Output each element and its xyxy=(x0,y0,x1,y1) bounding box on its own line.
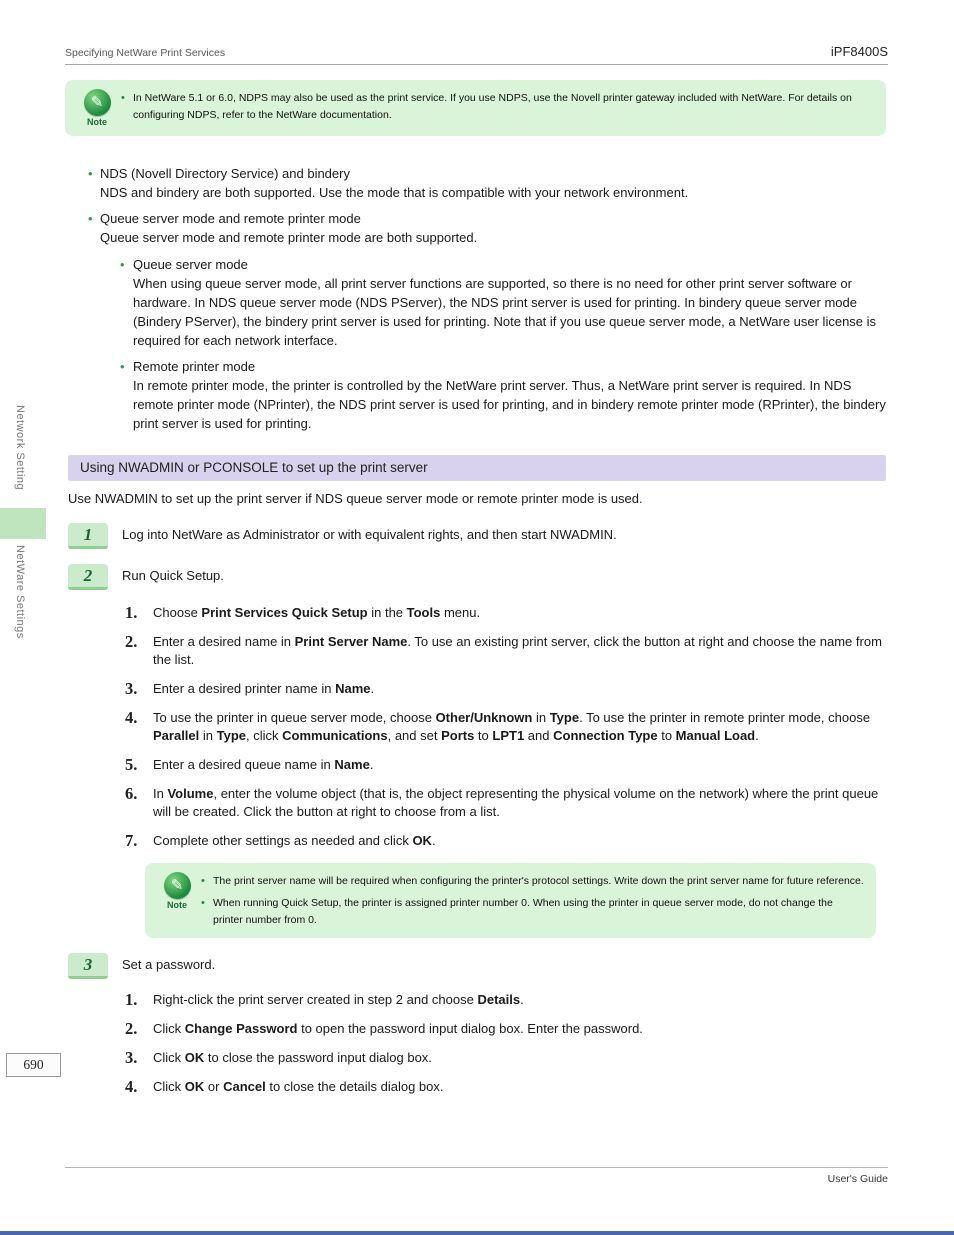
sidebar-active-tab xyxy=(0,508,46,539)
substep-2-7 xyxy=(125,832,888,850)
pencil-glyph: ✎ xyxy=(170,877,184,894)
substep-text: Enter a desired printer name in Name. xyxy=(153,681,375,696)
sidebar-chapter-label: Network Setting xyxy=(14,405,26,491)
substep-2-3 xyxy=(125,680,888,698)
note-item-list xyxy=(121,89,874,127)
substep-3-3 xyxy=(125,1049,888,1067)
step-3-number: 3 xyxy=(68,953,108,979)
substep-number: 7. xyxy=(125,831,138,850)
substep-number: 3. xyxy=(125,679,138,698)
bullet-remote-printer-mode xyxy=(120,357,888,433)
substep-number: 2. xyxy=(125,632,138,651)
content-column xyxy=(65,80,888,1107)
substep-text: Enter a desired queue name in Name. xyxy=(153,757,374,772)
footer-guide-label: User's Guide xyxy=(827,1173,888,1185)
substep-3-1 xyxy=(125,991,888,1009)
step-3-substeps xyxy=(125,991,888,1096)
header-divider xyxy=(65,64,888,65)
bullet-queue-server-mode xyxy=(120,255,888,350)
note-badge xyxy=(153,872,201,929)
substep-text: Right-click the print server created in step 2 and choose Details. xyxy=(153,992,524,1007)
substep-number: 5. xyxy=(125,755,138,774)
page-number-box xyxy=(6,1053,61,1077)
substep-text: Complete other settings as needed and click OK. xyxy=(153,833,436,848)
step-1-text: Log into NetWare as Administrator or with equivalent rights, and then start NWADMIN. xyxy=(122,527,617,542)
bullet-title: • Queue server mode and remote printer mode xyxy=(100,211,361,226)
pencil-glyph: ✎ xyxy=(90,94,104,111)
step-2-substeps xyxy=(125,604,888,850)
substep-2-5 xyxy=(125,756,888,774)
substep-text: In Volume, enter the volume object (that is, the object representing the physical volume on the network) where the print queue will be created. Click the button at right to choose from a list. xyxy=(153,786,879,819)
bullet-nds-bindery xyxy=(88,164,888,202)
substep-number: 2. xyxy=(125,1019,138,1038)
note-item-list xyxy=(201,872,864,929)
step-3-text: Set a password. xyxy=(122,957,216,972)
footer-divider xyxy=(65,1167,888,1168)
substep-2-6 xyxy=(125,785,888,821)
note-item: • The print server name will be required when configuring the printer's protocol settings. Write down the print server name for future reference. xyxy=(201,873,864,890)
substep-number: 1. xyxy=(125,603,138,622)
mode-sub-list xyxy=(120,255,888,433)
note-item: • In NetWare 5.1 or 6.0, NDPS may also be used as the print service. If you use NDPS, use the Novell printer gateway included with NetWare. For details on configuring NDPS, refer to the NetWare documentation. xyxy=(121,90,874,124)
step-2-number: 2 xyxy=(68,564,108,590)
note-badge xyxy=(73,89,121,127)
substep-text: Click Change Password to open the password input dialog box. Enter the password. xyxy=(153,1021,643,1036)
substep-2-1 xyxy=(125,604,888,622)
bullet-body: When using queue server mode, all print server functions are supported, so there is no need for other print server software or hardware. In NDS queue server mode (NDS PServer), the NDS print server is used for printing. In bindery queue server mode (Bindery PServer), the bindery print server is used for printing. Note that if you use queue server mode, a NetWare user license is required for each network interface. xyxy=(133,276,877,348)
step-3 xyxy=(68,953,888,979)
header-topic-title: Specifying NetWare Print Services xyxy=(65,47,226,59)
substep-3-2 xyxy=(125,1020,888,1038)
bullet-title: • Remote printer mode xyxy=(133,359,256,374)
page-header xyxy=(65,44,888,59)
step-1 xyxy=(68,523,888,549)
note-item: • When running Quick Setup, the printer is assigned printer number 0. When using the printer in queue server mode, do not change the printer number from 0. xyxy=(201,895,864,929)
note-label: Note xyxy=(167,900,187,910)
substep-2-4 xyxy=(125,709,888,745)
note-box-quick-setup xyxy=(145,863,876,938)
substep-number: 4. xyxy=(125,708,138,727)
substep-text: Click OK to close the password input dialog box. xyxy=(153,1050,432,1065)
substep-3-4 xyxy=(125,1078,888,1096)
note-box-top xyxy=(65,80,886,136)
page-number: 690 xyxy=(23,1057,44,1072)
substep-number: 1. xyxy=(125,990,138,1009)
substep-number: 6. xyxy=(125,784,138,803)
substep-text: To use the printer in queue server mode, choose Other/Unknown in Type. To use the printer in remote printer mode, choose Parallel in Type, click Communications, and set Ports to LPT1 and Connection Type to Manual Load. xyxy=(153,710,871,743)
bottom-accent-bar xyxy=(0,1231,954,1235)
header-model-name: iPF8400S xyxy=(830,44,888,59)
mode-bullet-list xyxy=(88,164,888,433)
bullet-body: NDS and bindery are both supported. Use the mode that is compatible with your network environment. xyxy=(100,185,689,200)
note-pencil-icon xyxy=(164,872,191,899)
sidebar-section-label: NetWare Settings xyxy=(14,545,26,639)
substep-2-2 xyxy=(125,633,888,669)
bullet-title: • Queue server mode xyxy=(133,257,248,272)
bullet-body: Queue server mode and remote printer mode are both supported. xyxy=(100,230,478,245)
substep-text: Enter a desired name in Print Server Name. To use an existing print server, click the button at right and choose the name from the list. xyxy=(153,634,882,667)
substep-number: 4. xyxy=(125,1077,138,1096)
note-label: Note xyxy=(87,117,107,127)
bullet-queue-remote xyxy=(88,209,888,433)
substep-number: 3. xyxy=(125,1048,138,1067)
substep-text: Click OK or Cancel to close the details dialog box. xyxy=(153,1079,444,1094)
note-pencil-icon xyxy=(84,89,111,116)
step-2 xyxy=(68,564,888,590)
bullet-title: • NDS (Novell Directory Service) and bindery xyxy=(100,166,350,181)
section-heading: Using NWADMIN or PCONSOLE to set up the print server xyxy=(68,455,886,481)
step-1-number: 1 xyxy=(68,523,108,549)
bullet-body: In remote printer mode, the printer is controlled by the NetWare print server. Thus, a NetWare print server is required. In NDS remote printer mode (NPrinter), the NDS print server is used for printing, and in bindery remote printer mode (RPrinter), the bindery print server is used for printing. xyxy=(133,378,886,431)
step-2-text: Run Quick Setup. xyxy=(122,568,224,583)
substep-text: Choose Print Services Quick Setup in the Tools menu. xyxy=(153,605,481,620)
section-intro: Use NWADMIN to set up the print server if NDS queue server mode or remote printer mode is used. xyxy=(68,491,643,506)
